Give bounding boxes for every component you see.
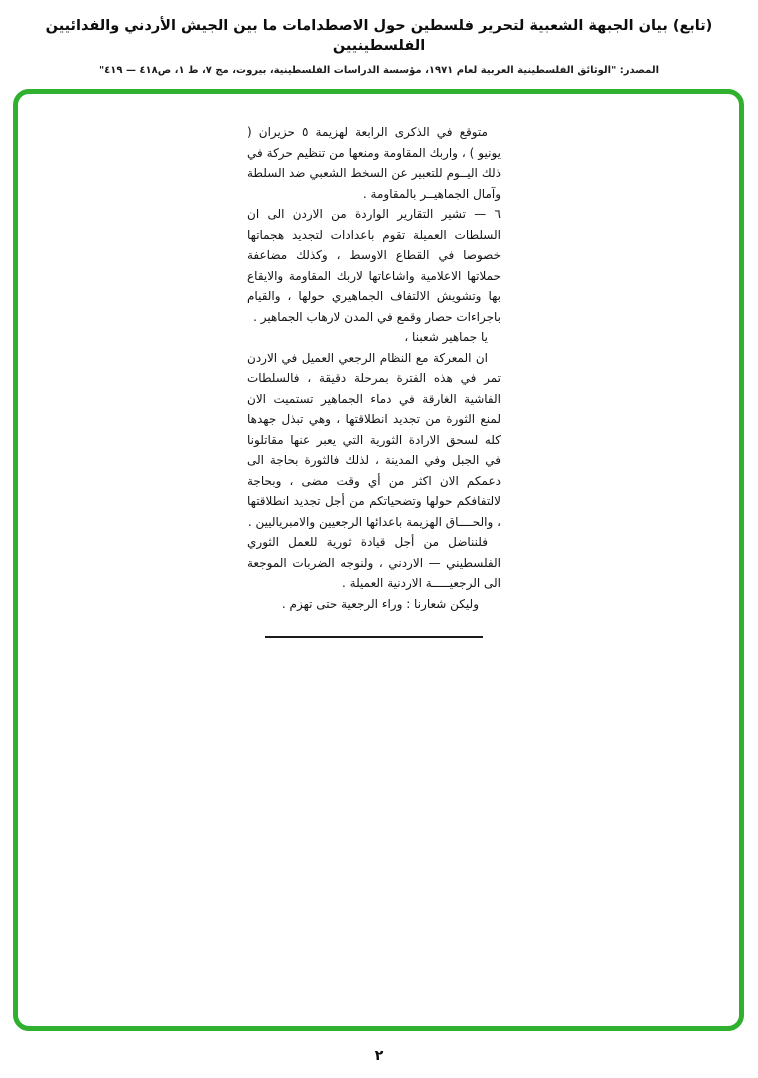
section-divider bbox=[265, 636, 483, 638]
document-title: (تابع) بيان الجبهة الشعبية لتحرير فلسطين حول الاصطدامات ما بين الجيش الأردني والفدائيين الفلسطينيين bbox=[45, 18, 713, 54]
body-paragraph-address: يا جماهير شعبنا ، bbox=[404, 330, 488, 344]
page-header bbox=[0, 16, 758, 76]
body-paragraph-slogan: وليكن شعارنا : وراء الرجعية حتى تهزم . bbox=[281, 596, 479, 611]
content-border-box bbox=[13, 89, 744, 1031]
body-text-column bbox=[247, 122, 501, 638]
body-paragraph-continuation: متوقع في الذكرى الرابعة لهزيمة ٥ حزيران ( يونيو ) ، واربك المقاومة ومنعها من تنظيم حركة في ذلك اليــوم للتعبير عن السخط الشعبي ضد السلطة وآمال الجماهيــر بالمقاومة . bbox=[247, 125, 501, 201]
body-paragraph-struggle: فلنناضل من أجل قيادة ثورية للعمل الثوري الفلسطيني — الاردني ، ولنوجه الضربات الموجعة الى الرجعيـــــة الاردنية العميلة . bbox=[247, 535, 501, 590]
body-paragraph-battle: ان المعركة مع النظام الرجعي العميل في الاردن تمر في هذه الفترة بمرحلة دقيقة ، فالسلطات الفاشية الغارقة في دماء الجماهير تستميت الان لمنع الثورة من تجديد انطلاقتها ، وهي تبذل جهدها كله لسحق الارادة الثورية التي يعبر عنها مقاتلونا في الجبل وفي المدينة ، لذلك فالثورة بحاجة الى دعمكم الان اكثر من أي وقت مضى ، وبحاجة لالتفافكم حولها وتضحياتكم من أجل تجديد انطلاقتها ، والحــــاق الهزيمة باعدائها الرجعيين والامبرياليين . bbox=[247, 350, 501, 529]
body-paragraph-point-6: ٦ — تشير التقارير الواردة من الاردن الى ان السلطات العميلة تقوم باعدادات لتجديد هجماتها خصوصا في القطاع الاوسط ، وكذلك مضاعفة حملاتها الاعلامية واشاعاتها لاربك المقاومة والايقاع بها وتشويش الالتفاف الجماهيري حولها ، والقيام باجراءات حصار وقمع في المدن لارهاب الجماهير . bbox=[247, 207, 501, 324]
page-number: ٢ bbox=[374, 1048, 384, 1064]
source-line: المصدر: "الوثائق الفلسطينية العربية لعام ١٩٧١، مؤسسة الدراسات الفلسطينية، بيروت، مج ٧، ط ١، ص٤١٨ — ٤١٩" bbox=[98, 65, 660, 76]
